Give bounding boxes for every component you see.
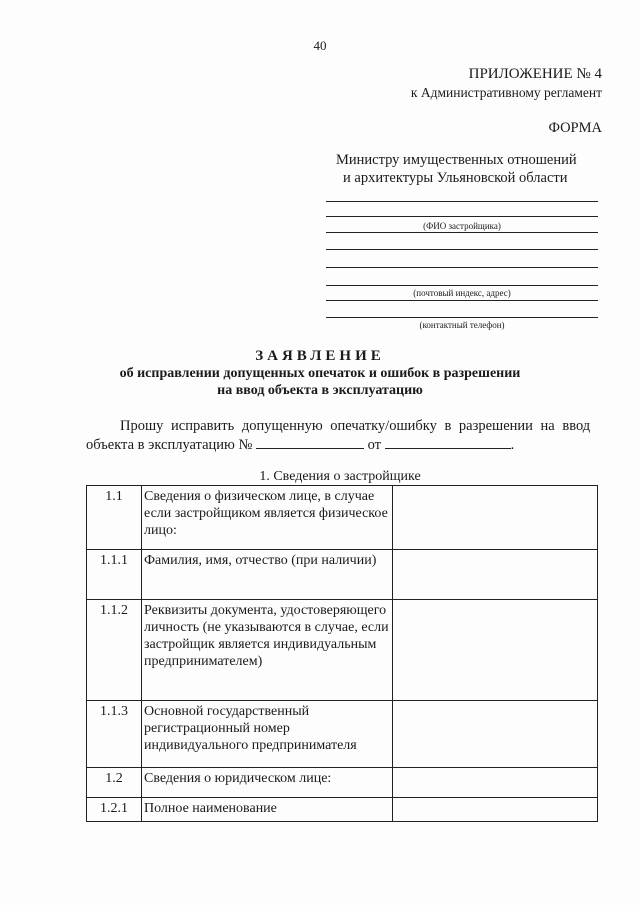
row-label: Реквизиты документа, удостоверяющего личность (не указываются в случае, если застройщик является индивидуальным предпринимателем): [142, 600, 393, 701]
addressee-block: [336, 151, 577, 187]
request-from-word: от: [367, 437, 381, 453]
row-value-field[interactable]: [393, 600, 598, 701]
table-row: [87, 701, 598, 768]
table-row: [87, 550, 598, 600]
applicant-line-1[interactable]: [326, 201, 598, 202]
row-number: 1.1.2: [87, 600, 142, 701]
phone-caption: (контактный телефон): [419, 320, 505, 330]
row-label: Сведения о юридическом лице:: [142, 768, 393, 798]
row-value-field[interactable]: [393, 550, 598, 600]
row-label: Основной государственный регистрационный номер индивидуального предпринимателя: [142, 701, 393, 768]
row-label: Полное наименование: [142, 798, 393, 822]
applicant-line-5[interactable]: [326, 267, 598, 268]
appendix-subtitle: к Административному регламент: [410, 85, 602, 100]
document-title: ЗАЯВЛЕНИЕ: [255, 348, 385, 364]
row-number: 1.1.1: [87, 550, 142, 600]
row-number: 1.1: [87, 486, 142, 550]
row-value-field[interactable]: [393, 486, 598, 550]
row-number: 1.2.1: [87, 798, 142, 822]
row-value-field[interactable]: [393, 768, 598, 798]
permit-number-field[interactable]: [256, 436, 364, 449]
request-text-line2: [86, 436, 514, 454]
request-text-line1: Прошу исправить допущенную опечатку/ошибку в разрешении на ввод: [120, 418, 591, 434]
request-end: .: [510, 437, 515, 453]
row-value-field[interactable]: [393, 701, 598, 768]
row-value-field[interactable]: [393, 798, 598, 822]
postal-line[interactable]: [326, 300, 598, 301]
form-label: ФОРМА: [548, 120, 602, 136]
addressee-line1: Министру имущественных отношений: [336, 152, 577, 168]
document-subtitle-line1: об исправлении допущенных опечаток и ошибок в разрешении: [119, 366, 521, 381]
table-row: [87, 486, 598, 550]
row-label: Сведения о физическом лице, в случае если застройщиком является физическое лицо:: [142, 486, 393, 550]
request-prefix: объекта в эксплуатацию №: [86, 437, 253, 453]
applicant-line-4[interactable]: [326, 249, 598, 250]
page-number: 40: [313, 38, 327, 53]
table-row: [87, 600, 598, 701]
permit-date-field[interactable]: [385, 436, 511, 449]
developer-info-table: [86, 485, 598, 822]
table-row: [87, 768, 598, 798]
appendix-title: ПРИЛОЖЕНИЕ № 4: [468, 66, 602, 82]
row-number: 1.2: [87, 768, 142, 798]
table-row: [87, 798, 598, 822]
fio-caption: (ФИО застройщика): [423, 221, 501, 231]
applicant-line-6[interactable]: [326, 285, 598, 286]
applicant-line-2[interactable]: [326, 216, 598, 217]
addressee-line2: и архитектуры Ульяновской области: [343, 170, 568, 186]
row-label: Фамилия, имя, отчество (при наличии): [142, 550, 393, 600]
postal-caption: (почтовый индекс, адрес): [413, 288, 511, 298]
phone-line[interactable]: [326, 317, 598, 318]
section-title: 1. Сведения о застройщике: [259, 469, 421, 484]
fio-line[interactable]: [326, 232, 598, 233]
row-number: 1.1.3: [87, 701, 142, 768]
document-subtitle-line2: на ввод объекта в эксплуатацию: [217, 383, 423, 398]
